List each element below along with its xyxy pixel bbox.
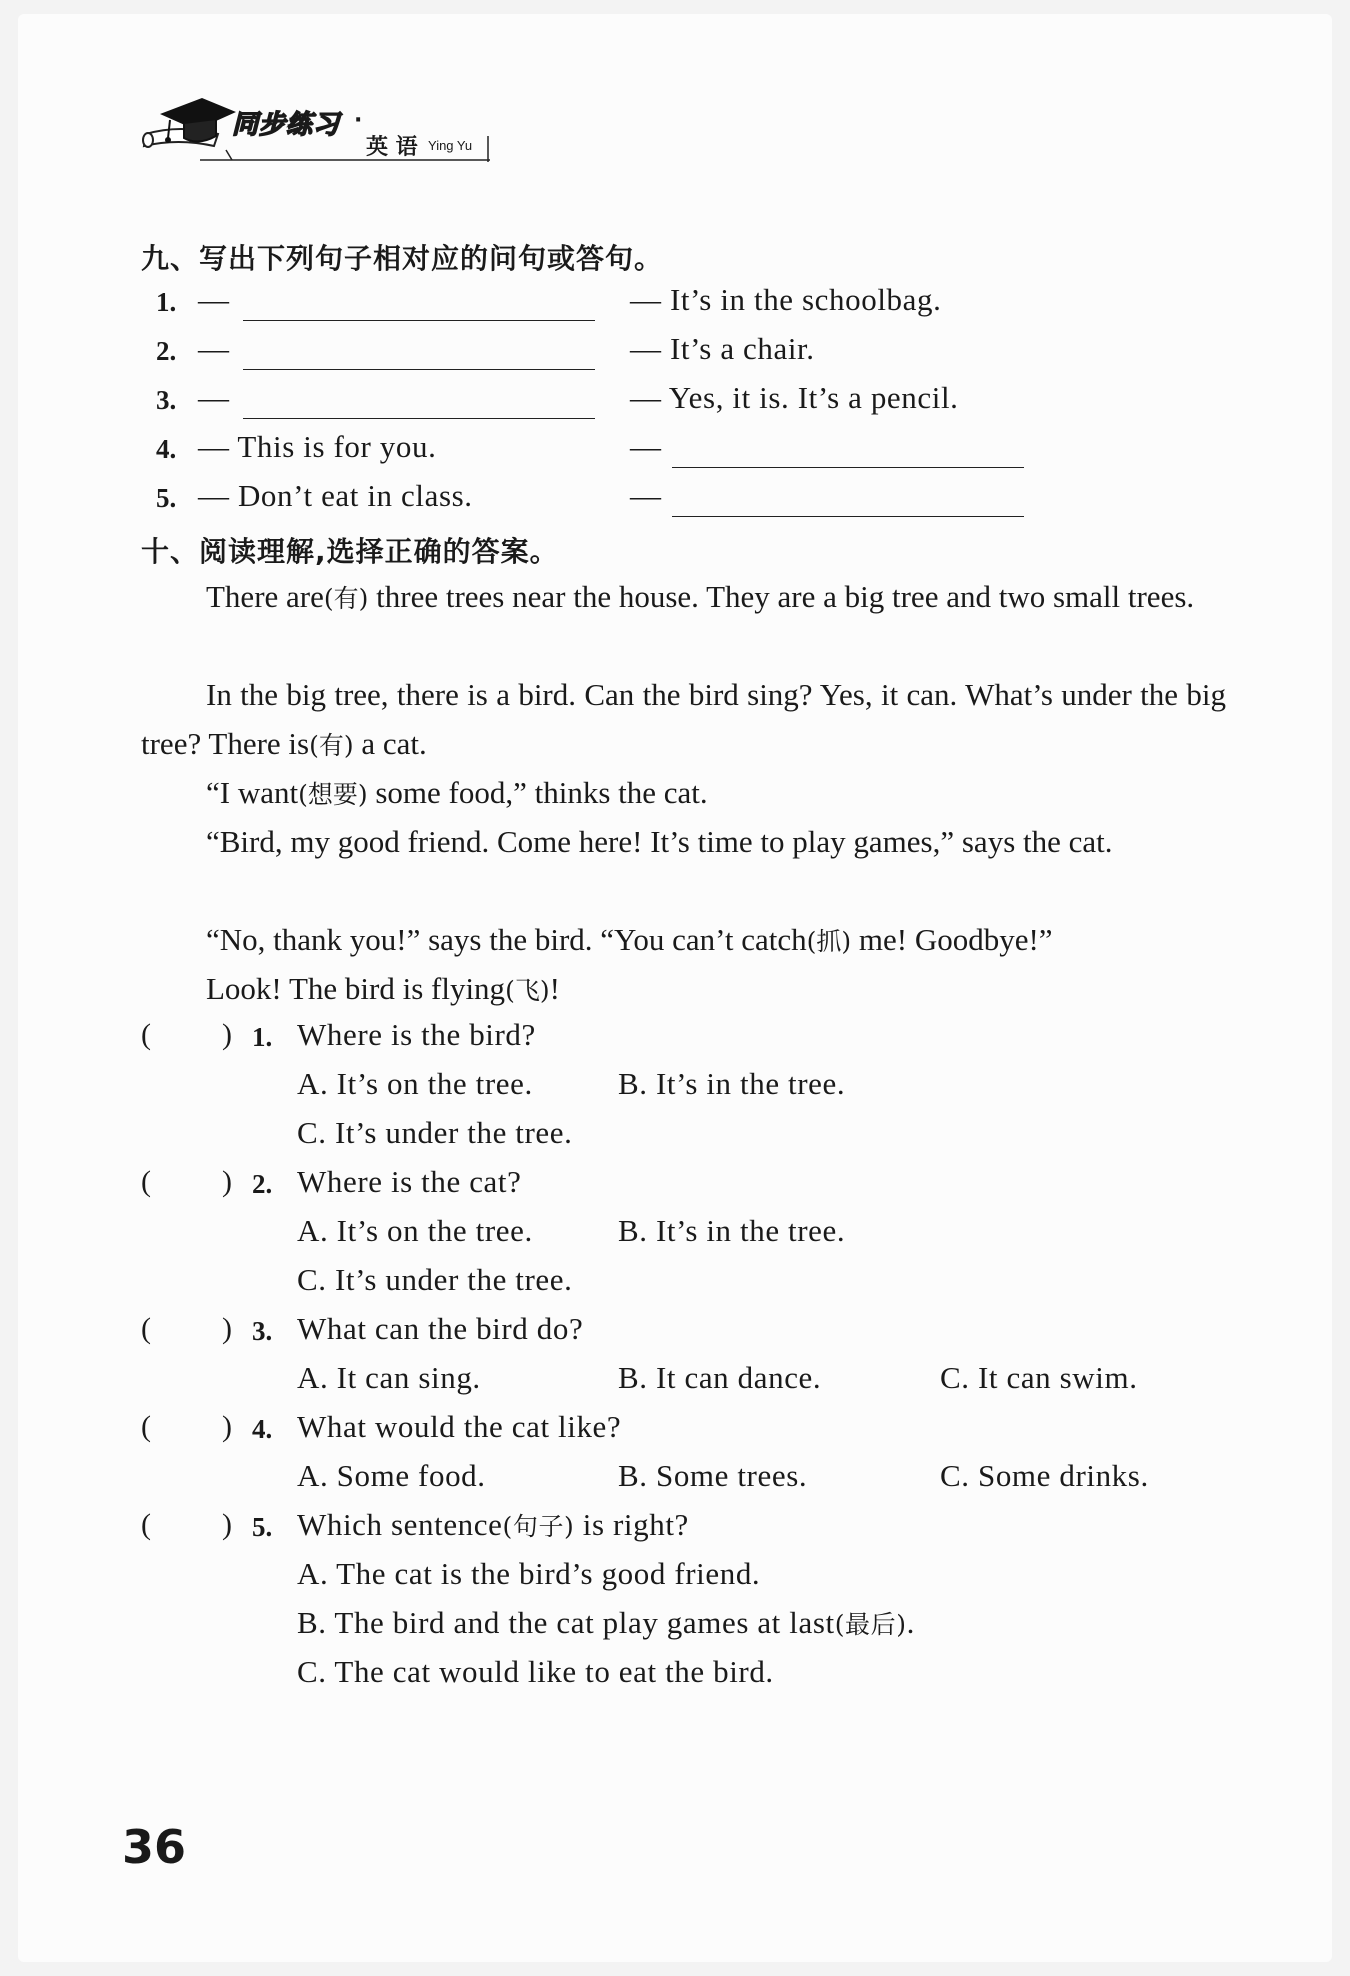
s9-row-5-question: — Don’t eat in class. xyxy=(198,478,473,513)
s9-row-1-number: 1. xyxy=(156,287,177,317)
q5-option-c[interactable]: C. The cat would like to eat the bird. xyxy=(297,1654,774,1689)
q1-question: Where is the bird? xyxy=(297,1017,536,1052)
page-number: 36 xyxy=(122,1820,187,1874)
s9-row-2-answer: — It’s a chair. xyxy=(630,331,815,366)
q3-option-c[interactable]: C. It can swim. xyxy=(940,1360,1138,1395)
q3-number: 3. xyxy=(252,1316,273,1346)
q5-answer-slot[interactable] xyxy=(160,1508,218,1548)
subject-label: 英 语 xyxy=(366,135,418,160)
q2-answer-paren-close: ) xyxy=(222,1165,232,1198)
q3-question: What can the bird do? xyxy=(297,1311,584,1346)
s9-row-3-blank[interactable] xyxy=(243,418,595,419)
q5-option-b[interactable]: B. The bird and the cat play games at last(最后). xyxy=(297,1605,915,1640)
q3-answer-paren-open: ( xyxy=(141,1312,151,1345)
q5-answer-paren-close: ) xyxy=(222,1508,232,1541)
q1-answer-slot[interactable] xyxy=(160,1018,218,1058)
q5-answer-paren-open: ( xyxy=(141,1508,151,1541)
s9-row-5-dash: — xyxy=(630,478,662,513)
q1-option-c[interactable]: C. It’s under the tree. xyxy=(297,1115,573,1150)
q1-answer-paren-close: ) xyxy=(222,1018,232,1051)
series-title: 同步练习 xyxy=(232,110,341,140)
s9-row-1-dash: — xyxy=(198,282,230,317)
q2-option-a[interactable]: A. It’s on the tree. xyxy=(297,1213,533,1248)
passage-paragraph-1: There are(有) three trees near the house. They are a big tree and two small trees. xyxy=(206,579,1195,614)
s9-row-4-question: — This is for you. xyxy=(198,429,437,464)
q1-option-a[interactable]: A. It’s on the tree. xyxy=(297,1066,533,1101)
s9-row-3-number: 3. xyxy=(156,385,177,415)
s9-row-4-dash: — xyxy=(630,429,662,464)
header-dot: · xyxy=(354,108,363,133)
q2-question: Where is the cat? xyxy=(297,1164,522,1199)
q4-option-a[interactable]: A. Some food. xyxy=(297,1458,486,1493)
q4-answer-paren-open: ( xyxy=(141,1410,151,1443)
page-header xyxy=(140,90,490,165)
q4-number: 4. xyxy=(252,1414,273,1444)
q1-answer-paren-open: ( xyxy=(141,1018,151,1051)
s9-row-1-answer: — It’s in the schoolbag. xyxy=(630,282,942,317)
q1-option-b[interactable]: B. It’s in the tree. xyxy=(618,1066,846,1101)
q2-answer-slot[interactable] xyxy=(160,1165,218,1205)
subject-pinyin: Ying Yu xyxy=(428,138,473,153)
q4-answer-slot[interactable] xyxy=(160,1410,218,1450)
s9-row-2-blank[interactable] xyxy=(243,369,595,370)
q2-option-c[interactable]: C. It’s under the tree. xyxy=(297,1262,573,1297)
q4-answer-paren-close: ) xyxy=(222,1410,232,1443)
q4-option-b[interactable]: B. Some trees. xyxy=(618,1458,808,1493)
s9-row-4-number: 4. xyxy=(156,434,177,464)
s9-row-1-blank[interactable] xyxy=(243,320,595,321)
q5-number: 5. xyxy=(252,1512,273,1542)
q2-number: 2. xyxy=(252,1169,273,1199)
q2-option-b[interactable]: B. It’s in the tree. xyxy=(618,1213,846,1248)
section-9-title: 九、写出下列句子相对应的问句或答句。 xyxy=(141,242,664,275)
q3-option-b[interactable]: B. It can dance. xyxy=(618,1360,822,1395)
q4-question: What would the cat like? xyxy=(297,1409,622,1444)
section-10-title: 十、阅读理解,选择正确的答案。 xyxy=(141,535,559,568)
passage-paragraph-5: “No, thank you!” says the bird. “You can’t catch(抓) me! Goodbye!” xyxy=(206,922,1053,957)
passage-paragraph-4: “Bird, my good friend. Come here! It’s time to play games,” says the cat. xyxy=(206,824,1113,859)
s9-row-3-dash: — xyxy=(198,380,230,415)
s9-row-5-blank[interactable] xyxy=(672,516,1024,517)
q5-question: Which sentence(句子) is right? xyxy=(297,1507,689,1542)
q4-option-c[interactable]: C. Some drinks. xyxy=(940,1458,1149,1493)
passage-paragraph-6: Look! The bird is flying(飞)! xyxy=(206,971,560,1006)
q1-number: 1. xyxy=(252,1022,273,1052)
passage-paragraph-2: In the big tree, there is a bird. Can the bird sing? Yes, it can. What’s under the big tree? There is(有) a cat. xyxy=(141,677,1226,761)
passage-paragraph-3: “I want(想要) some food,” thinks the cat. xyxy=(206,775,708,810)
q3-answer-slot[interactable] xyxy=(160,1312,218,1352)
s9-row-3-answer: — Yes, it is. It’s a pencil. xyxy=(630,380,959,415)
s9-row-2-number: 2. xyxy=(156,336,177,366)
q2-answer-paren-open: ( xyxy=(141,1165,151,1198)
s9-row-4-blank[interactable] xyxy=(672,467,1024,468)
s9-row-2-dash: — xyxy=(198,331,230,366)
q5-option-a[interactable]: A. The cat is the bird’s good friend. xyxy=(297,1556,761,1591)
q3-option-a[interactable]: A. It can sing. xyxy=(297,1360,481,1395)
s9-row-5-number: 5. xyxy=(156,483,177,513)
q3-answer-paren-close: ) xyxy=(222,1312,232,1345)
